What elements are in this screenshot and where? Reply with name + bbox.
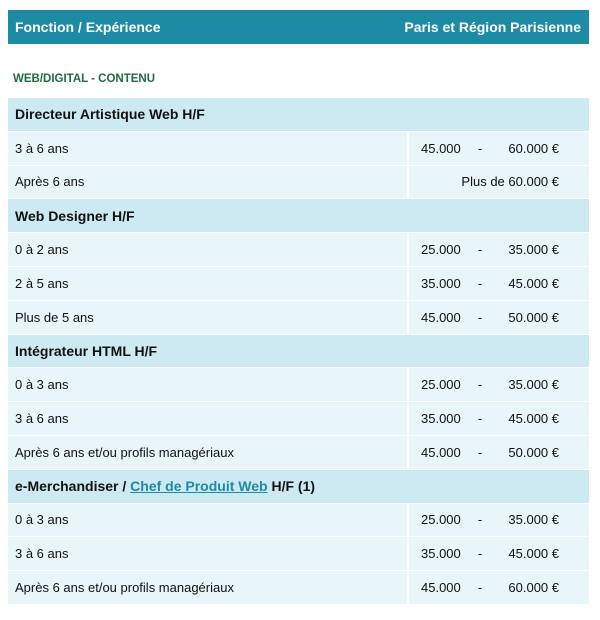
salary-min: 35.000: [421, 411, 461, 427]
salary-value: [409, 132, 589, 165]
salary-table: [8, 98, 589, 605]
role-title-suffix: H/F (1): [267, 478, 316, 495]
salary-value: [409, 436, 589, 469]
salary-max: 35.000 €: [508, 512, 559, 528]
experience-label: Plus de 5 ans: [8, 301, 409, 334]
section-title: WEB/DIGITAL - CONTENU: [13, 73, 156, 85]
experience-row: [8, 402, 589, 436]
salary-max: 35.000 €: [508, 377, 559, 393]
range-separator: -: [477, 546, 483, 562]
salary-max: 50.000 €: [508, 444, 559, 460]
range-separator: -: [477, 512, 483, 528]
header-region: Paris et Région Parisienne: [404, 19, 581, 35]
salary-min: 45.000: [421, 140, 461, 156]
experience-row: [8, 267, 589, 301]
experience-label: Après 6 ans et/ou profils managériaux: [8, 571, 409, 604]
experience-label: 0 à 3 ans: [8, 368, 409, 401]
salary-max: 45.000 €: [508, 275, 559, 291]
salary-value: [409, 166, 589, 199]
role-row: [8, 98, 589, 132]
experience-label: Après 6 ans et/ou profils managériaux: [8, 436, 409, 469]
experience-label: 3 à 6 ans: [8, 132, 409, 165]
range-separator: -: [477, 411, 483, 427]
range-separator: -: [477, 140, 483, 156]
salary-max: 45.000 €: [508, 546, 559, 562]
experience-label: 0 à 3 ans: [8, 504, 409, 537]
salary-min: 35.000: [421, 275, 461, 291]
salary-value: [409, 504, 589, 537]
salary-value: [409, 267, 589, 300]
header-function-experience: Fonction / Expérience: [15, 19, 161, 35]
range-separator: -: [477, 242, 483, 258]
table-header: [8, 10, 589, 44]
salary-value: [409, 368, 589, 401]
experience-row: [8, 436, 589, 470]
salary-range: [421, 546, 559, 561]
experience-label: Après 6 ans: [8, 166, 409, 199]
range-separator: -: [477, 377, 483, 393]
experience-label: 3 à 6 ans: [8, 402, 409, 435]
salary-text: Plus de 60.000 €: [461, 174, 559, 190]
experience-row: [8, 504, 589, 538]
salary-min: 45.000: [421, 309, 461, 325]
role-title: Directeur Artistique Web H/F: [15, 106, 205, 123]
salary-range: [421, 242, 559, 257]
salary-range: [421, 377, 559, 392]
role-row: [8, 335, 589, 369]
experience-row: [8, 132, 589, 166]
salary-min: 25.000: [421, 242, 461, 258]
experience-row: [8, 233, 589, 267]
salary-max: 50.000 €: [508, 309, 559, 325]
salary-min: 45.000: [421, 580, 461, 596]
range-separator: -: [477, 275, 483, 291]
salary-range: [421, 580, 559, 595]
salary-min: 35.000: [421, 546, 461, 562]
experience-label: 2 à 5 ans: [8, 267, 409, 300]
salary-range: [421, 411, 559, 426]
salary-value: [409, 233, 589, 266]
experience-label: 3 à 6 ans: [8, 537, 409, 570]
experience-label: 0 à 2 ans: [8, 233, 409, 266]
role-title: Web Designer H/F: [15, 207, 135, 224]
salary-max: 45.000 €: [508, 411, 559, 427]
salary-value: [409, 571, 589, 604]
experience-row: [8, 301, 589, 335]
salary-min: 25.000: [421, 377, 461, 393]
salary-value: [409, 301, 589, 334]
range-separator: -: [477, 309, 483, 325]
salary-range: [421, 310, 559, 325]
salary-min: 45.000: [421, 444, 461, 460]
salary-range: [421, 141, 559, 156]
salary-max: 35.000 €: [508, 242, 559, 258]
salary-max: 60.000 €: [508, 140, 559, 156]
role-row: [8, 199, 589, 233]
experience-row: [8, 368, 589, 402]
salary-range: [421, 445, 559, 460]
experience-row: [8, 537, 589, 571]
salary-range: [421, 276, 559, 291]
role-title-prefix: e-Merchandiser /: [15, 478, 131, 495]
experience-row: [8, 571, 589, 605]
salary-min: 25.000: [421, 512, 461, 528]
salary-value: [409, 537, 589, 570]
role-row: [8, 470, 589, 504]
salary-value: [409, 402, 589, 435]
role-title: Intégrateur HTML H/F: [15, 342, 158, 359]
chef-de-produit-web-link[interactable]: Chef de Produit Web: [130, 478, 268, 495]
range-separator: -: [477, 444, 483, 460]
salary-range: [421, 512, 559, 527]
range-separator: -: [477, 580, 483, 596]
experience-row: [8, 166, 589, 200]
salary-max: 60.000 €: [508, 580, 559, 596]
